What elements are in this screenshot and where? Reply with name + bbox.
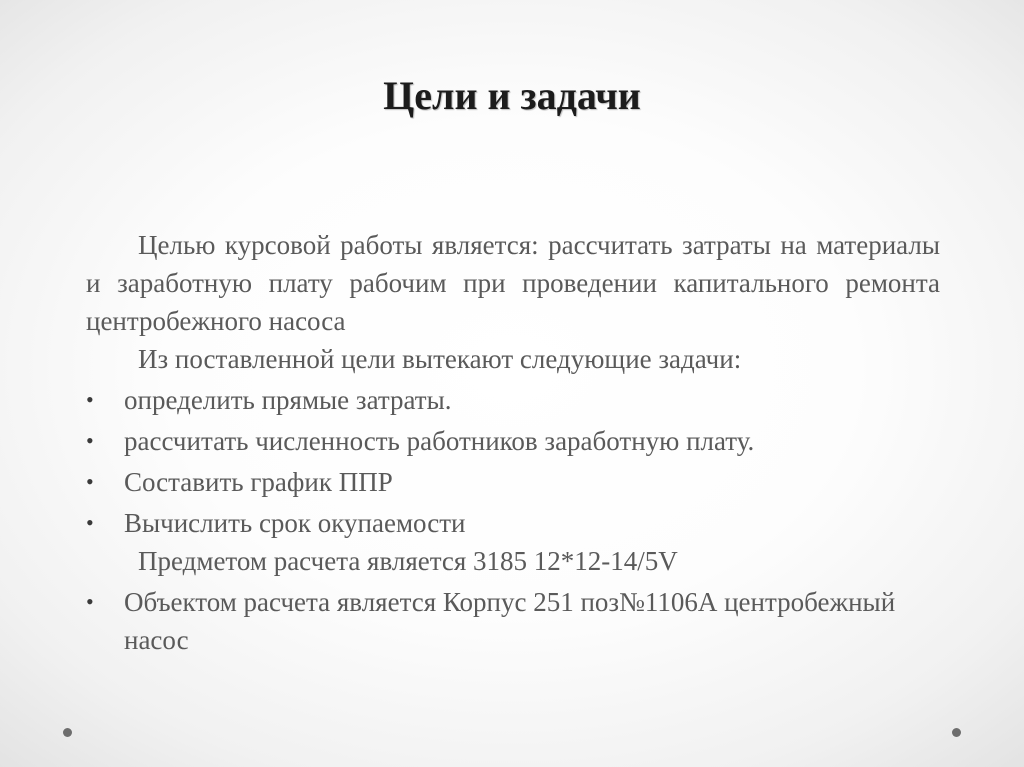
task-item: [86, 504, 940, 542]
bullet-icon: •: [86, 589, 94, 614]
task-text: Вычислить срок окупаемости: [124, 508, 466, 538]
slide-body: [86, 226, 940, 659]
intro-paragraph: Целью курсовой работы является: рассчитать затраты на материалы и заработную плату рабочим при проведении капитального ремонта центробежного насоса: [86, 230, 940, 336]
task-text: Составить график ППР: [124, 467, 393, 497]
slide-title: Цели и задачи: [383, 73, 641, 118]
task-item: [86, 381, 940, 419]
bullet-icon: •: [86, 387, 94, 412]
tasks-intro: Из поставленной цели вытекают следующие задачи:: [138, 344, 742, 374]
corner-dot-icon: [952, 728, 961, 737]
subject-line: Предметом расчета является 3185 12*12-14/5V: [138, 546, 678, 576]
bullet-icon: •: [86, 428, 94, 453]
task-text: рассчитать численность работников заработную плату.: [124, 426, 755, 456]
object-item: [86, 583, 940, 659]
task-item: [86, 422, 940, 460]
object-text: Объектом расчета является Корпус 251 поз№1106А центробежный насос: [124, 587, 896, 655]
task-item: [86, 463, 940, 501]
bullet-icon: •: [86, 469, 94, 494]
task-text: определить прямые затраты.: [124, 385, 452, 415]
bullet-icon: •: [86, 510, 94, 535]
corner-dot-icon: [63, 728, 72, 737]
